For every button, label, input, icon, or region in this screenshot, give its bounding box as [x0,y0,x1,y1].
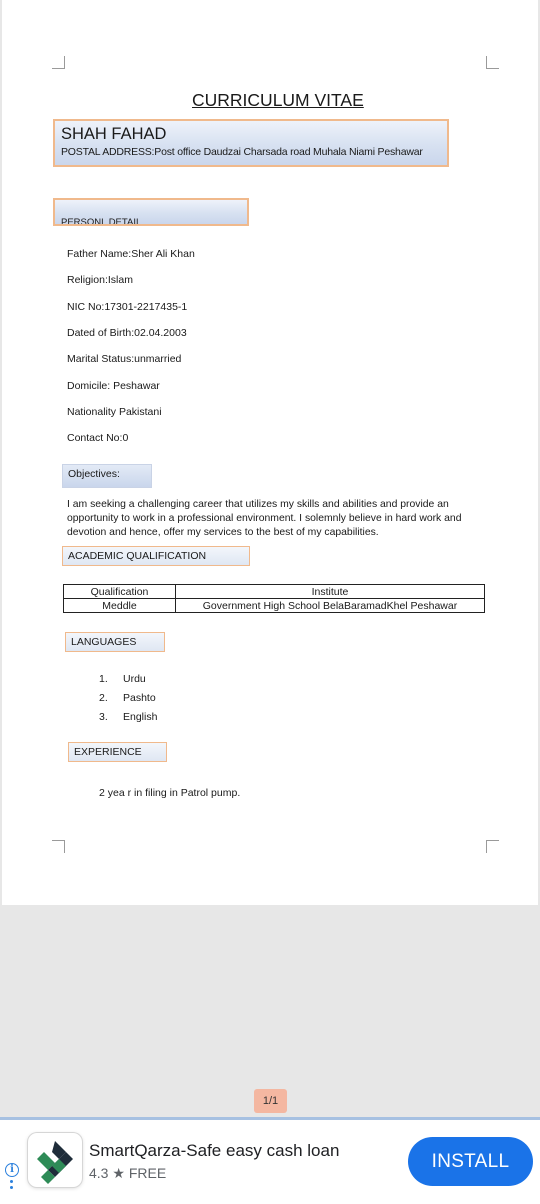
academic-heading: ACADEMIC QUALIFICATION [68,550,207,562]
info-icon[interactable]: i [5,1163,19,1177]
list-item [99,692,156,704]
page-corner-mark-top-right [486,56,499,69]
detail-contact: Contact No:0 [67,432,129,444]
more-options-icon[interactable] [10,1180,14,1192]
page-corner-mark-top-left [52,56,65,69]
list-number: 2. [99,692,108,704]
page-indicator: 1/1 [254,1089,287,1113]
install-button[interactable]: INSTALL [408,1137,533,1186]
personal-detail-header-box [53,198,249,226]
qualification-table [63,584,485,613]
page-corner-mark-bottom-left [52,840,65,853]
cv-title: CURRICULUM VITAE [192,90,364,110]
personal-detail-heading: PERSONL DETAIL [61,217,142,226]
ad-rating: 4.3 [89,1165,109,1181]
table-cell: Meddle [64,599,176,613]
languages-header-box [65,632,165,652]
detail-father-name: Father Name:Sher Ali Khan [67,248,195,260]
detail-date-of-birth: Dated of Birth:02.04.2003 [67,327,187,339]
academic-header-box [62,546,250,566]
app-logo-graphic [28,1133,82,1187]
app-logo-icon[interactable] [28,1133,82,1187]
languages-heading: LANGUAGES [71,636,137,648]
detail-nationality: Nationality Pakistani [67,406,162,418]
ad-price: FREE [128,1165,167,1181]
detail-religion: Religion:Islam [67,274,133,286]
list-number: 3. [99,711,108,723]
objectives-text: I am seeking a challenging career that utilizes my skills and abilities and provide an opportunity to work in a professional environment. I solemnly believe in hard work and devotion and hence, offer my services to the best of my capabilities. [67,499,462,538]
postal-address: POSTAL ADDRESS:Post office Daudzai Charsada road Muhala Niami Peshawar [61,146,423,158]
language-name: Pashto [123,692,156,704]
detail-marital-status: Marital Status:unmarried [67,353,182,365]
table-cell: Government High School BelaBaramadKhel Peshawar [176,599,485,613]
table-header-cell: Institute [176,585,485,599]
list-number: 1. [99,673,108,685]
list-item [99,711,157,723]
objectives-header-box [62,464,152,488]
experience-heading: EXPERIENCE [74,746,142,758]
ad-rating-line [89,1165,166,1182]
table-row [64,599,485,613]
star-icon: ★ [112,1165,125,1181]
detail-nic: NIC No:17301-2217435-1 [67,301,188,313]
language-name: English [123,711,158,723]
objectives-heading: Objectives: [68,468,120,480]
experience-text: 2 yea r in filing in Patrol pump. [99,787,241,799]
person-name: SHAH FAHAD [61,125,167,143]
page-corner-mark-bottom-right [486,840,499,853]
table-header-row [64,585,485,599]
list-item [99,673,146,685]
table-header-cell: Qualification [64,585,176,599]
language-name: Urdu [123,673,146,685]
ad-title[interactable]: SmartQarza-Safe easy cash loan [89,1141,340,1160]
experience-header-box [68,742,167,762]
detail-domicile: Domicile: Peshawar [67,380,160,392]
name-header-box [53,119,449,167]
